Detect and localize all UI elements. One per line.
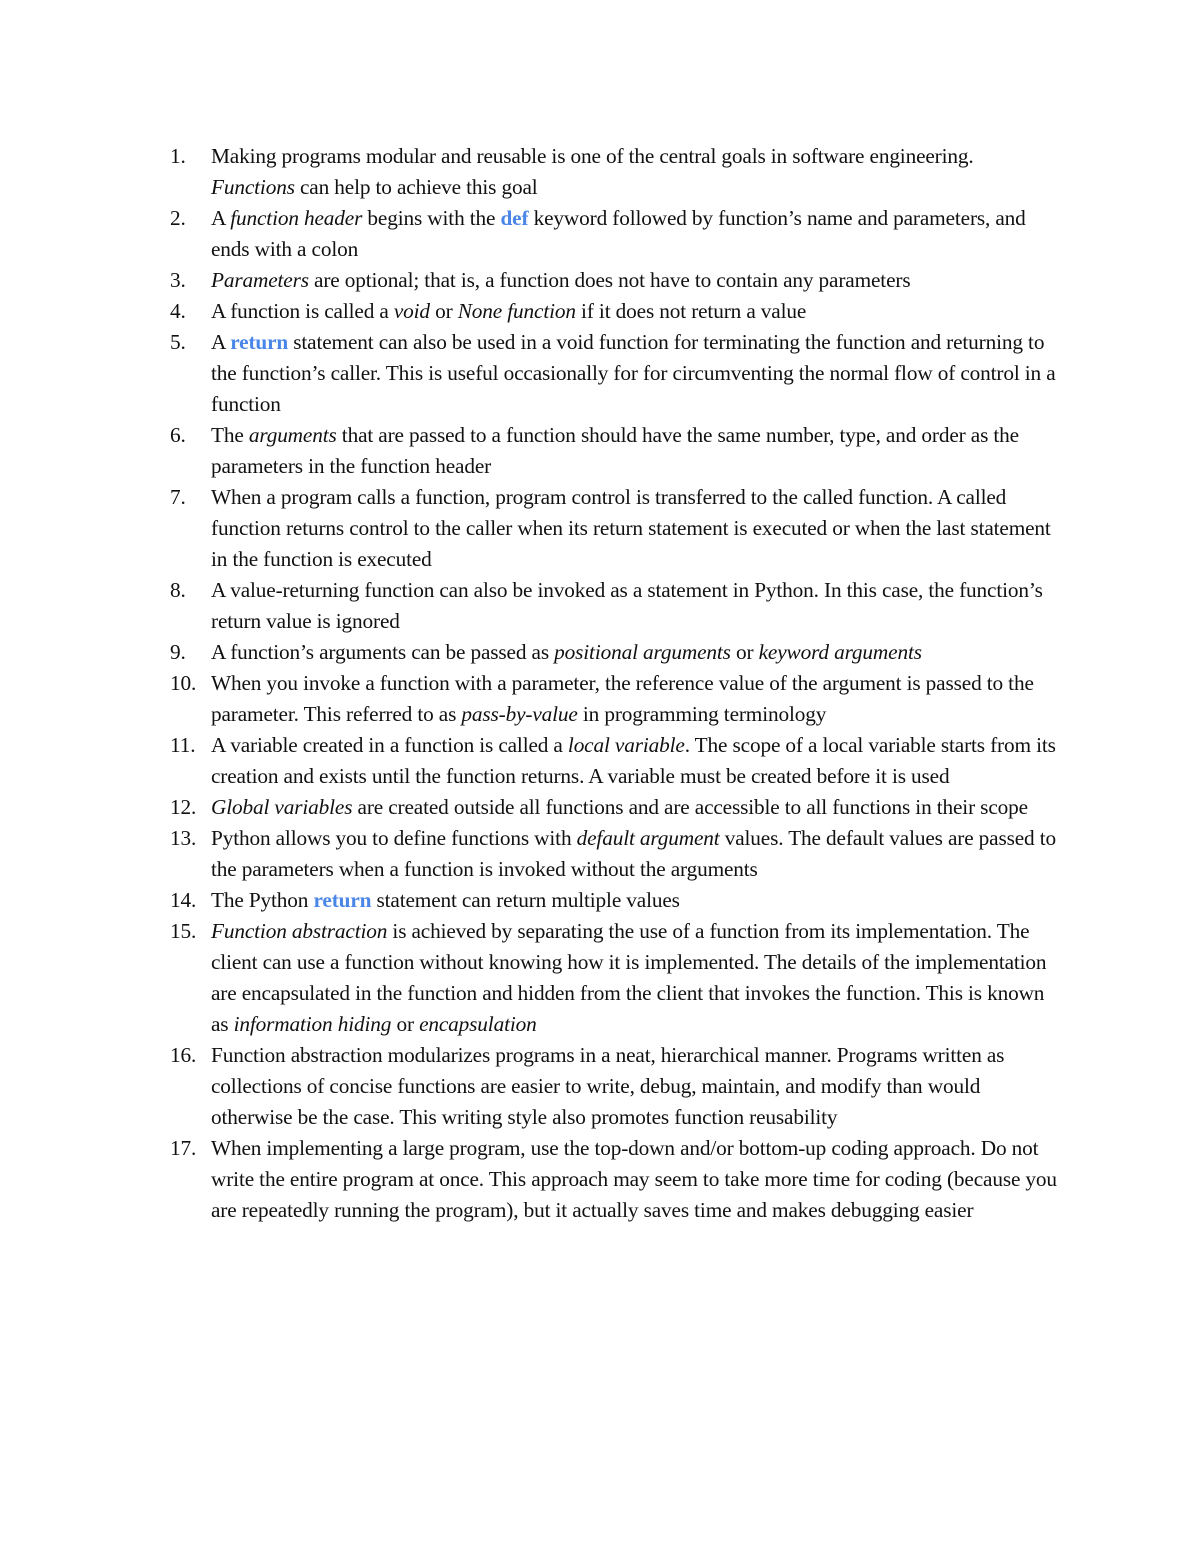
text-run: can help to achieve this goal <box>294 175 538 199</box>
list-item <box>170 265 1060 296</box>
list-item <box>170 823 1060 885</box>
item-number: 13. <box>170 826 197 850</box>
item-text <box>211 299 806 323</box>
emphasized-term: Functions <box>211 175 295 199</box>
text-run: is achieved by separating the use of a function from its implementation. The client can use a function without knowing how it is implemented. The details of the implementation are encapsulated in the function and hidden from the client that invokes the function. This is known as <box>211 919 1047 1036</box>
item-text <box>211 888 680 912</box>
item-number: 11. <box>170 733 196 757</box>
item-number: 1. <box>170 144 186 168</box>
item-text <box>211 640 922 664</box>
text-run: A function’s arguments can be passed as <box>211 640 555 664</box>
text-run: When a program calls a function, program control is transferred to the called function. A called function returns control to the caller when its return statement is executed or when the last statement in the function is executed <box>211 485 1051 571</box>
item-text <box>211 1043 1004 1129</box>
text-run: that are passed to a function should have the same number, type, and order as the parameters in the function header <box>211 423 1019 478</box>
item-number: 5. <box>170 330 186 354</box>
item-text <box>211 919 1046 1036</box>
text-run: statement can return multiple values <box>371 888 680 912</box>
text-run: are created outside all functions and are accessible to all functions in their scope <box>352 795 1028 819</box>
emphasized-term: Parameters <box>211 268 309 292</box>
list-item <box>170 668 1060 730</box>
emphasized-term: None function <box>457 299 576 323</box>
text-run: A <box>211 330 231 354</box>
item-number: 15. <box>170 919 197 943</box>
numbered-points-list <box>170 141 1060 1226</box>
emphasized-term: encapsulation <box>419 1012 537 1036</box>
emphasized-term: local variable <box>567 733 685 757</box>
emphasized-term: pass-by-value <box>461 702 578 726</box>
text-run: Making programs modular and reusable is one of the central goals in software engineering. <box>211 144 974 168</box>
item-text <box>211 423 1019 478</box>
item-number: 9. <box>170 640 186 664</box>
emphasized-term: Global variables <box>211 795 353 819</box>
list-item <box>170 1040 1060 1133</box>
item-number: 12. <box>170 795 197 819</box>
emphasized-term: void <box>393 299 430 323</box>
emphasized-term: positional arguments <box>554 640 731 664</box>
emphasized-term: Function abstraction <box>211 919 388 943</box>
item-number: 6. <box>170 423 186 447</box>
list-item <box>170 141 1060 203</box>
item-text <box>211 795 1028 819</box>
item-number: 2. <box>170 206 186 230</box>
emphasized-term: arguments <box>248 423 337 447</box>
item-text <box>211 206 1026 261</box>
list-item <box>170 203 1060 265</box>
list-item <box>170 296 1060 327</box>
item-text <box>211 1136 1057 1222</box>
text-run: When you invoke a function with a parameter, the reference value of the argument is passed to the parameter. This referred to as <box>211 671 1034 726</box>
item-number: 10. <box>170 671 197 695</box>
text-run: A variable created in a function is called a <box>211 733 568 757</box>
code-keyword: return <box>313 888 372 912</box>
text-run: The <box>211 423 249 447</box>
list-item <box>170 885 1060 916</box>
text-run: or <box>391 1012 420 1036</box>
code-keyword: return <box>230 330 289 354</box>
item-number: 17. <box>170 1136 197 1160</box>
item-number: 16. <box>170 1043 197 1067</box>
item-text <box>211 330 1056 416</box>
emphasized-term: default argument <box>576 826 720 850</box>
item-number: 14. <box>170 888 197 912</box>
text-run: . The scope of a local variable starts from its creation and exists until the function returns. A variable must be created before it is used <box>211 733 1056 788</box>
text-run: A <box>211 206 231 230</box>
item-text <box>211 144 974 199</box>
item-text <box>211 733 1056 788</box>
item-number: 8. <box>170 578 186 602</box>
emphasized-term: keyword arguments <box>758 640 922 664</box>
text-run: or <box>429 299 458 323</box>
list-item <box>170 792 1060 823</box>
item-number: 4. <box>170 299 186 323</box>
list-item <box>170 730 1060 792</box>
item-text <box>211 671 1034 726</box>
text-run: keyword followed by function’s name and parameters, and ends with a colon <box>211 206 1026 261</box>
text-run: When implementing a large program, use the top-down and/or bottom-up coding approach. Do not write the entire program at once. This approach may seem to take more time for coding (because you are repeatedly running the program), but it actually saves time and makes debugging easier <box>211 1136 1057 1222</box>
text-run: A function is called a <box>211 299 394 323</box>
emphasized-term: information hiding <box>233 1012 392 1036</box>
text-run: values. The default values are passed to the parameters when a function is invoked without the arguments <box>211 826 1056 881</box>
text-run: if it does not return a value <box>575 299 807 323</box>
list-item <box>170 420 1060 482</box>
text-run: in programming terminology <box>577 702 827 726</box>
item-text <box>211 826 1056 881</box>
emphasized-term: function header <box>230 206 363 230</box>
item-number: 3. <box>170 268 186 292</box>
list-item <box>170 327 1060 420</box>
text-run: A value-returning function can also be invoked as a statement in Python. In this case, the function’s return value is ignored <box>211 578 1043 633</box>
code-keyword: def <box>500 206 529 230</box>
list-item <box>170 637 1060 668</box>
list-item <box>170 575 1060 637</box>
text-run: or <box>730 640 759 664</box>
text-run: Function abstraction modularizes programs in a neat, hierarchical manner. Programs written as collections of concise functions are easier to write, debug, maintain, and modify than would otherwise be the case. This writing style also promotes function reusability <box>211 1043 1005 1129</box>
text-run: are optional; that is, a function does not have to contain any parameters <box>308 268 911 292</box>
text-run: The Python <box>211 888 314 912</box>
item-text <box>211 485 1051 571</box>
item-number: 7. <box>170 485 186 509</box>
text-run: Python allows you to define functions with <box>211 826 577 850</box>
item-text <box>211 268 910 292</box>
list-item <box>170 482 1060 575</box>
text-run: statement can also be used in a void function for terminating the function and returning to the function’s caller. This is useful occasionally for for circumventing the normal flow of control in a function <box>211 330 1056 416</box>
list-item <box>170 1133 1060 1226</box>
item-text <box>211 578 1043 633</box>
text-run: begins with the <box>362 206 501 230</box>
list-item <box>170 916 1060 1040</box>
